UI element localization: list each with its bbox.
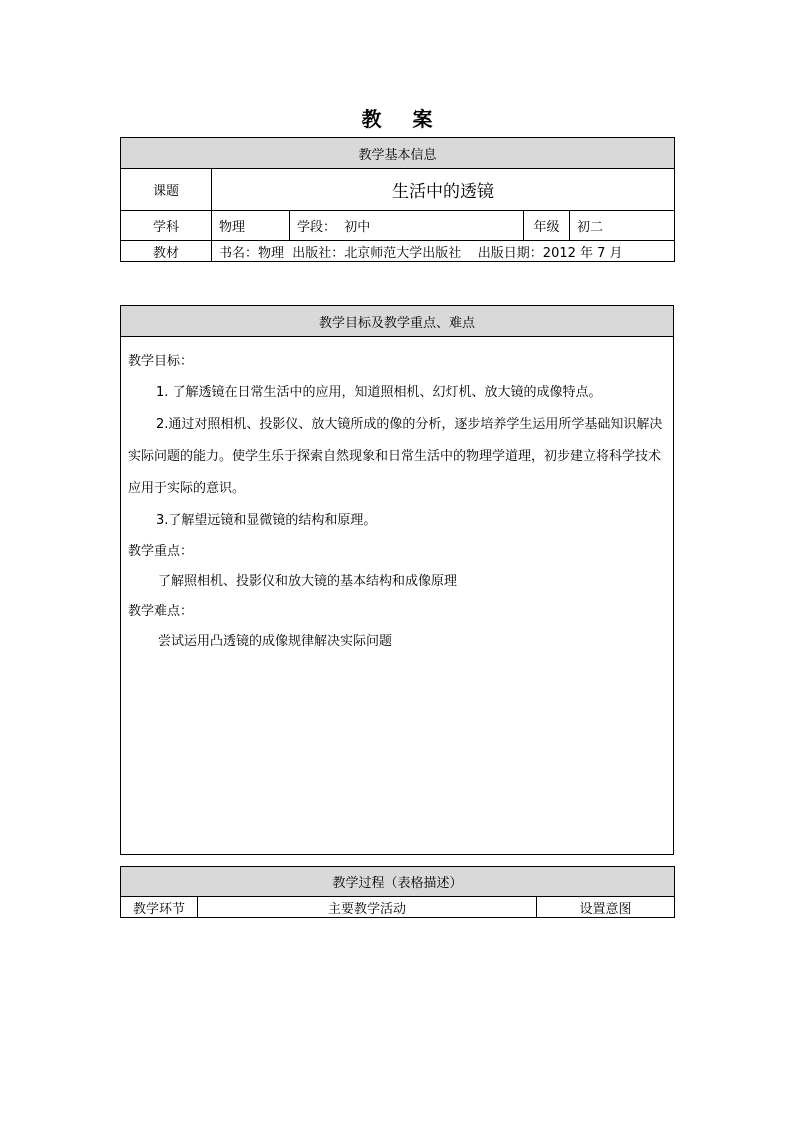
- process-header: 教学过程（表格描述）: [121, 867, 675, 897]
- basic-info-table: [120, 137, 675, 262]
- grade-value: 初二: [570, 211, 675, 241]
- process-col-activity: 主要教学活动: [198, 897, 537, 918]
- difficulty-label: 教学难点：: [128, 604, 194, 619]
- process-table: [120, 866, 675, 918]
- goal-1: 1. 了解透镜在日常生活中的应用，知道照相机、幻灯机、放大镜的成像特点。: [156, 385, 602, 400]
- process-col-intent: 设置意图: [537, 897, 675, 918]
- page-title: 教 案: [361, 107, 445, 131]
- objectives-header: 教学目标及教学重点、难点: [121, 306, 674, 337]
- objectives-table: [120, 305, 674, 855]
- material-label: 教材: [121, 241, 212, 262]
- objectives-body: [121, 337, 674, 855]
- material-value: 书名：物理 出版社：北京师范大学出版社 出版日期：2012 年 7 月: [212, 241, 675, 262]
- difficulty-text: 尝试运用凸透镜的成像规律解决实际问题: [158, 634, 393, 649]
- key-label: 教学重点：: [128, 544, 194, 559]
- basic-info-header: 教学基本信息: [121, 138, 675, 169]
- goal-2: 2.通过对照相机、投影仪、放大镜所成的像的分析，逐步培养学生运用所学基础知识解决实际问题的能力。使学生乐于探索自然现象和日常生活中的物理学道理，初步建立将科学技术应用于实际的意识。: [128, 417, 663, 496]
- process-col-stage: 教学环节: [121, 897, 198, 918]
- topic-label: 课题: [121, 169, 212, 211]
- subject-value: 物理: [212, 211, 290, 241]
- key-text: 了解照相机、投影仪和放大镜的基本结构和成像原理: [158, 574, 458, 589]
- goals-label: 教学目标：: [128, 354, 194, 369]
- topic-value: 生活中的透镜: [212, 169, 675, 211]
- stage-text: 学段： 初中: [290, 211, 524, 241]
- goal-3: 3.了解望远镜和显微镜的结构和原理。: [156, 513, 377, 528]
- subject-label: 学科: [121, 211, 212, 241]
- grade-label: 年级: [524, 211, 570, 241]
